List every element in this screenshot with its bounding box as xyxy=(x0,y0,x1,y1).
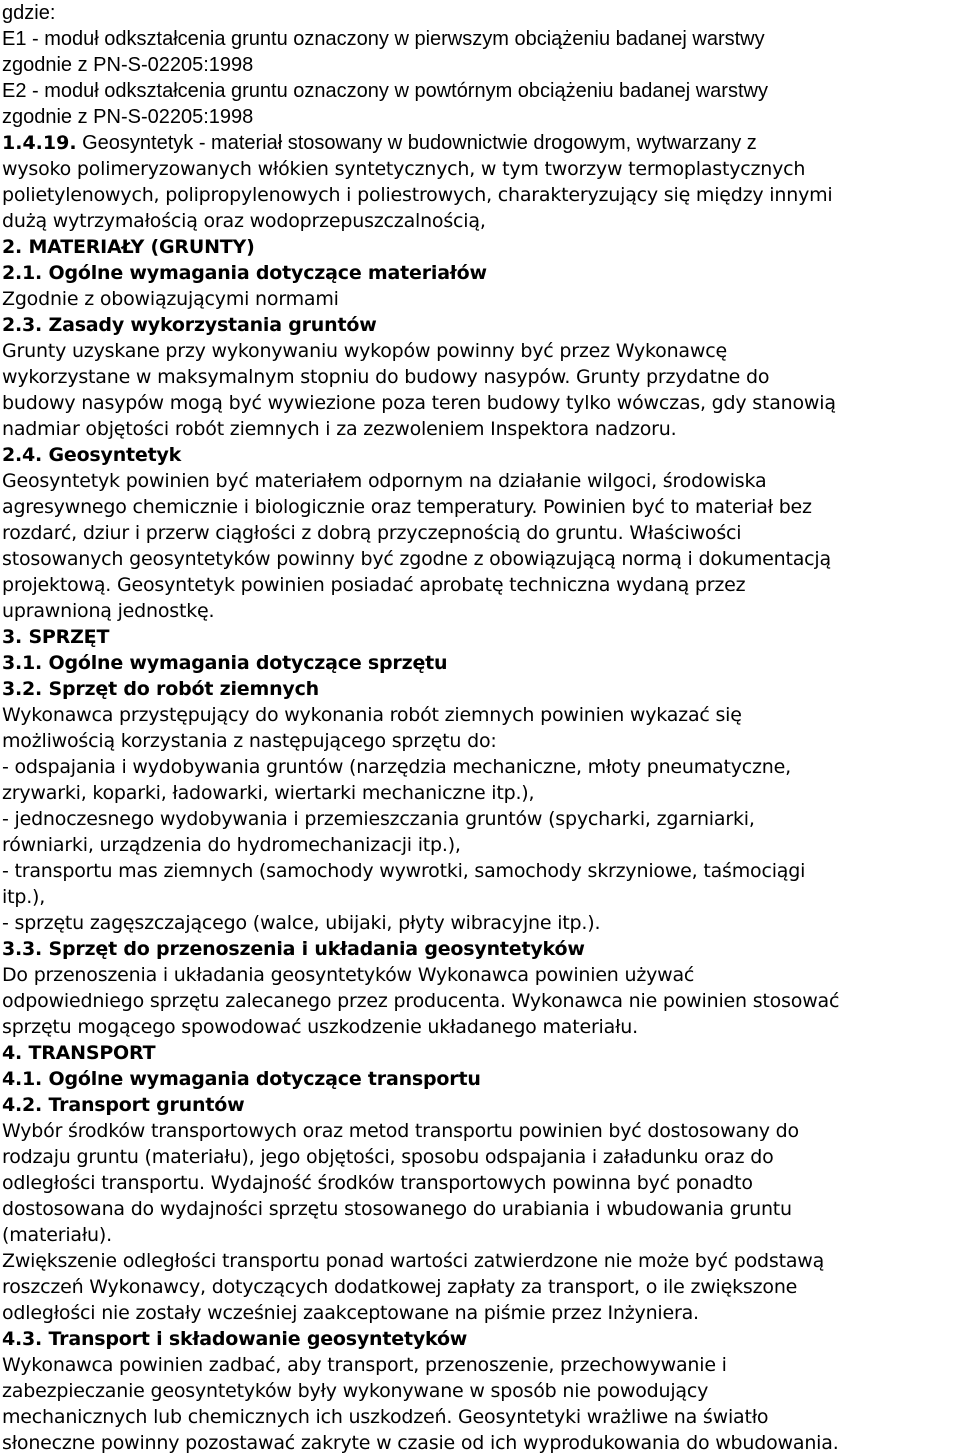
definition-line: zgodnie z PN-S-02205:1998 xyxy=(2,54,254,76)
body-text-line: odległości nie zostały wcześniej zaakceptowane na piśmie przez Inżyniera. xyxy=(2,1302,699,1324)
body-text-line: sprzętu mogącego spowodować uszkodzenie układanego materiału. xyxy=(2,1016,638,1038)
definition-line: E2 - moduł odkształcenia gruntu oznaczony w powtórnym obciążeniu badanej warstwy xyxy=(2,80,768,102)
section-heading: 3.1. Ogólne wymagania dotyczące sprzętu xyxy=(2,652,448,674)
body-text-line: odległości transportu. Wydajność środków transportowych powinna być ponadto xyxy=(2,1172,753,1194)
body-text-line: Grunty uzyskane przy wykonywaniu wykopów powinny być przez Wykonawcę xyxy=(2,340,727,362)
body-text-line: dostosowana do wydajności sprzętu stosowanego do urabiania i wbudowania gruntu xyxy=(2,1198,792,1220)
section-heading: 2.4. Geosyntetyk xyxy=(2,444,182,466)
body-text-line: Wykonawca przystępujący do wykonania robót ziemnych powinien wykazać się xyxy=(2,704,742,726)
section-heading: 3.3. Sprzęt do przenoszenia i układania geosyntetyków xyxy=(2,938,585,960)
body-text-line: roszczeń Wykonawcy, dotyczących dodatkowej zapłaty za transport, o ile zwiększone xyxy=(2,1276,798,1298)
body-text-line: - sprzętu zagęszczającego (walce, ubijaki, płyty wibracyjne itp.). xyxy=(2,912,601,934)
section-heading: 2.3. Zasady wykorzystania gruntów xyxy=(2,314,377,336)
body-text-line: polietylenowych, polipropylenowych i poliestrowych, charakteryzujący się między innymi xyxy=(2,184,833,206)
definition-number: 1.4.19. xyxy=(2,132,77,154)
body-text-line: zrywarki, koparki, ładowarki, wiertarki mechaniczne itp.), xyxy=(2,782,535,804)
body-text-line: odpowiedniego sprzętu zalecanego przez producenta. Wykonawca nie powinien stosować xyxy=(2,990,840,1012)
body-text-line: projektową. Geosyntetyk powinien posiadać aprobatę techniczna wydaną przez xyxy=(2,574,746,596)
body-text-line: agresywnego chemicznie i biologicznie oraz temperatury. Powinien być to materiał bez xyxy=(2,496,812,518)
body-text-line: zabezpieczanie geosyntetyków były wykonywane w sposób nie powodujący xyxy=(2,1380,709,1402)
body-text-line: słoneczne powinny pozostawać zakryte w czasie od ich wyprodukowania do wbudowania. xyxy=(2,1432,839,1454)
definition-line: zgodnie z PN-S-02205:1998 xyxy=(2,106,254,128)
body-text-line: Zgodnie z obowiązującymi normami xyxy=(2,288,339,310)
definition-line: gdzie: xyxy=(2,2,56,24)
section-heading: 2. MATERIAŁY (GRUNTY) xyxy=(2,236,255,258)
body-text-line: możliwością korzystania z następującego sprzętu do: xyxy=(2,730,497,752)
body-text-line: Do przenoszenia i układania geosyntetyków Wykonawca powinien używać xyxy=(2,964,695,986)
body-text-line: - transportu mas ziemnych (samochody wywrotki, samochody skrzyniowe, taśmociągi xyxy=(2,860,806,882)
section-heading: 4.3. Transport i składowanie geosyntetyków xyxy=(2,1328,468,1350)
section-heading: 4. TRANSPORT xyxy=(2,1042,156,1064)
body-text-line: Wybór środków transportowych oraz metod transportu powinien być dostosowany do xyxy=(2,1120,799,1142)
body-text-line: wysoko polimeryzowanych włókien syntetycznych, w tym tworzyw termoplastycznych xyxy=(2,158,806,180)
body-text-line: Geosyntetyk powinien być materiałem odpornym na działanie wilgoci, środowiska xyxy=(2,470,767,492)
body-text-line: budowy nasypów mogą być wywiezione poza teren budowy tylko wówczas, gdy stanowią xyxy=(2,392,836,414)
section-heading: 2.1. Ogólne wymagania dotyczące materiałów xyxy=(2,262,487,284)
body-text-line: (materiału). xyxy=(2,1224,112,1246)
section-heading: 3. SPRZĘT xyxy=(2,626,110,648)
body-text-line: rodzaju gruntu (materiału), jego objętości, sposobu odspajania i załadunku oraz do xyxy=(2,1146,774,1168)
body-text-line: równiarki, urządzenia do hydromechanizacji itp.), xyxy=(2,834,461,856)
section-heading: 4.1. Ogólne wymagania dotyczące transportu xyxy=(2,1068,481,1090)
body-text-line: dużą wytrzymałością oraz wodoprzepuszczalnością, xyxy=(2,210,486,232)
body-text-line: mechanicznych lub chemicznych ich uszkodzeń. Geosyntetyki wrażliwe na światło xyxy=(2,1406,769,1428)
body-text-line: Wykonawca powinien zadbać, aby transport, przenoszenie, przechowywanie i xyxy=(2,1354,727,1376)
body-text-line: Zwiększenie odległości transportu ponad wartości zatwierdzone nie może być podstawą xyxy=(2,1250,825,1272)
body-text-line: rozdarć, dziur i przerw ciągłości z dobrą przyczepnością do gruntu. Właściwości xyxy=(2,522,742,544)
body-text-line: nadmiar objętości robót ziemnych i za zezwoleniem Inspektora nadzoru. xyxy=(2,418,677,440)
body-text-line: stosowanych geosyntetyków powinny być zgodne z obowiązującą normą i dokumentacją xyxy=(2,548,831,570)
body-text-line: - odspajania i wydobywania gruntów (narzędzia mechaniczne, młoty pneumatyczne, xyxy=(2,756,791,778)
body-text-line: itp.), xyxy=(2,886,46,908)
body-text-line: wykorzystane w maksymalnym stopniu do budowy nasypów. Grunty przydatne do xyxy=(2,366,770,388)
body-text-line: uprawnioną jednostkę. xyxy=(2,600,215,622)
section-heading: 4.2. Transport gruntów xyxy=(2,1094,245,1116)
definition-line xyxy=(2,130,960,156)
section-heading: 3.2. Sprzęt do robót ziemnych xyxy=(2,678,319,700)
definition-line: E1 - moduł odkształcenia gruntu oznaczony w pierwszym obciążeniu badanej warstwy xyxy=(2,28,765,50)
body-text-line: - jednoczesnego wydobywania i przemieszczania gruntów (spycharki, zgarniarki, xyxy=(2,808,755,830)
definition-text: Geosyntetyk - materiał stosowany w budownictwie drogowym, wytwarzany z xyxy=(76,132,757,154)
